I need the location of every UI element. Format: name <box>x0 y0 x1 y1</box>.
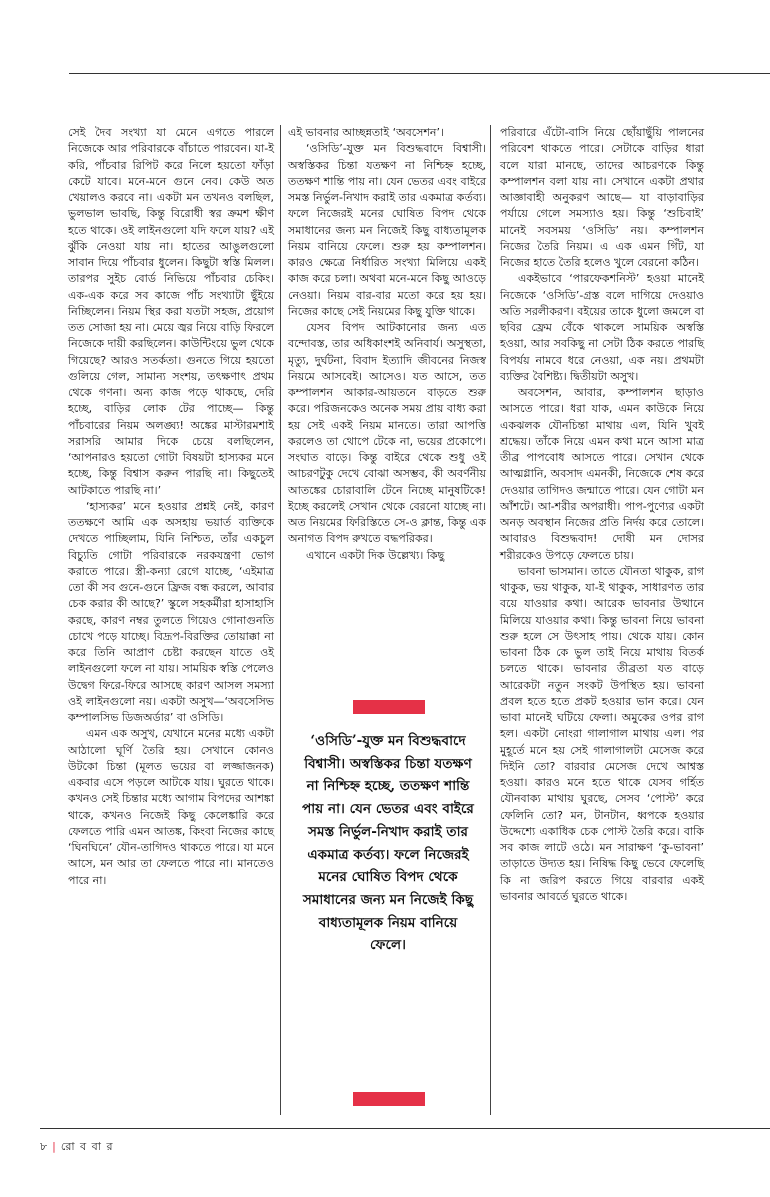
page-number: ৮ <box>40 1140 49 1153</box>
article-column-2 <box>288 125 486 564</box>
column1-paragraph: ‘হাস্যকর’ মনে হওয়ার প্রশ্নই নেই, কারণ ততক্ষণে আমি এক অসহায় ভয়ার্ত ব্যক্তিকে দেখতে পাচ্ছিলাম, যিনি নিশ্চিত, তাঁর একচুল বিচ্যুতি গোটা পরিবারকে নরকযন্ত্রণা ভোগ করাতে পারে। স্ত্রী-কন্যা রেগে যাচ্ছে, ‘এইমাত্র তো কী সব গুনে-গুনে ফ্রিজ বন্ধ করলে, আবার চেক করার কী আছে?’ স্কুলে সহকর্মীরা হাসাহাসি করছে, কারণ নম্বর তুলতে গিয়েও গোনাগুনতি চোখে পড়ে যাচ্ছে। বিদ্রূপ-বিরক্তির তোয়াক্কা না করে তিনি আপ্রাণ চেষ্টা করছেন যাতে ওই লাইনগুলো ফলে না যায়। সাময়িক স্বস্তি পেলেও উদ্বেগ ফিরে-ফিরে আসছে কারণ আসল সমস্যা ওই লাইনগুলো নয়। একটা অসুখ—‘অবসেসিভ কম্পালসিভ ডিজঅর্ডার’ বা ওসিডি। <box>68 499 274 724</box>
column-divider <box>280 125 281 1115</box>
footer-rule <box>40 1128 770 1129</box>
column2-paragraph: এখানে একটা দিক উল্লেখ্য। কিছু <box>306 548 445 562</box>
column2-paragraph: ‘ওসিডি’-যুক্ত মন বিশুদ্ধবাদে বিশ্বাসী। অস্বস্তিকর চিন্তা যতক্ষণ না নিশ্চিহ্ন হচ্ছে, ততক্ষণ শান্তি পায় না। যেন ভেতর এবং বাইরে সমস্ত নির্ভুল-নিখাদ করাই তার একমাত্র কর্তব্য। ফলে নিজেরই মনের ঘোষিত বিপদ থেকে সমাধানের জন্য মন নিজেই কিছু বাধ্যতামূলক নিয়ম বানিয়ে ফেলে। শুরু হয় কম্পালশন। কারও ক্ষেত্রে নির্ধারিত সংখ্যা মিলিয়ে একই কাজ করে চলা। অথবা মনে-মনে কিছু আওড়ে নেওয়া। নিয়ম বার-বার মতো করে হয় হয়। নিজের কাছে সেই নিয়মের কিছু যুক্তি থাকে। <box>288 142 486 318</box>
folio <box>40 1138 114 1157</box>
publication-name: রো ব বা র <box>60 1140 114 1153</box>
pullquote <box>299 700 477 1106</box>
top-rule <box>69 73 770 74</box>
column3-paragraph: একইভাবে ‘পারফেকশনিস্ট’ হওয়া মানেই নিজেকে ‘ওসিডি’-গ্রস্ত বলে দাগিয়ে দেওয়াও অতি সরলীকরণ। বইয়ের তাকে ধুলো জমলে বা ছবির ফ্রেম বেঁকে থাকলে সাময়িক অস্বস্তি হওয়া, আর সবকিছু না সেটা ঠিক করতে পারছি বিপর্যয় নামবে ধরে নেওয়া, এক নয়। প্রথমটা ব্যক্তির বৈশিষ্ট্য। দ্বিতীয়টা অসুখ। <box>500 272 704 383</box>
pullquote-top-bar <box>353 700 425 714</box>
column3-paragraph: পরিবারে এঁটো-বাসি নিয়ে ছোঁয়াছুঁয়ি পালনের পরিবেশ থাকতে পারে। সেটাকে বাড়ির ধারা বলে যারা মানছে, তাদের আচরণকে কিন্তু কম্পালশন বলা যায় না। সেখানে একটা প্রথার আজ্ঞাবাহী অনুকরণ আছে— যা বাড়াবাড়ির পর্যায়ে গেলে সমস্যাও হয়। কিন্তু ‘শুচিবাই’ মানেই সবসময় ‘ওসিডি’ নয়। কম্পালশন নিজের তৈরি নিয়ম। এ এক এমন গিঁট, যা নিজের হাতে তৈরি হলেও খুলে বেরনো কঠিন। <box>500 126 704 269</box>
pullquote-bottom-bar <box>353 1092 425 1106</box>
column3-paragraph: অবসেশন, আবার, কম্পালশন ছাড়াও আসতে পারে। ধরা যাক, এমন কাউকে নিয়ে একঝলক যৌনচিন্তা মাথায় এল, যিনি খুবই শ্রদ্ধেয়। তাঁকে নিয়ে এমন কথা মনে আসা মাত্র তীব্র পাপবোধ আসতে পারে। সেখান থেকে আত্মগ্লানি, অবসাদ এমনকী, নিজেকে শেষ করে দেওয়ার তাগিদও জন্মাতে পারে। যেন গোটা মন আঁশটে। আ-শরীর অপরাধী। পাপ-পুণ্যের একটা অনড় অবস্থান নিজের প্রতি নির্দয় করে তোলে। আবারও বিশুদ্ধবাদ! দোষী মন দোসর শরীরকেও উপড়ে ফেলতে চায়। <box>500 386 704 562</box>
column2-paragraph: যেসব বিপদ আটকানোর জন্য এত বন্দোবস্ত, তার অধিকাংশই অনিবার্য। অসুস্থতা, মৃত্যু, দুর্ঘটনা, বিবাদ ইত্যাদি জীবনের নিজস্ব নিয়মে আসবেই। আসেও। যত আসে, তত কম্পালশন আকার-আয়তনে বাড়তে শুরু করে। পরিজনকেও অনেক সময় প্রায় বাধ্য করা হয় সেই একই নিয়ম মানতে। তারা আপত্তি করলেও তা থোপে টেকে না, ভয়ের প্রকোপে। সংঘাত বাড়ে। কিন্তু বাইরে থেকে শুধু ওই আচরণটুকু দেখে বোঝা অসম্ভব, কী অবর্ণনীয় আতঙ্কের চোরাবালি টেনে নিচ্ছে মানুষটিকে! ইচ্ছে করলেই সেখান থেকে বেরনো যাচ্ছে না। অত নিয়মের ফিরিস্তিতে সে-ও ক্লান্ত, কিন্তু এক অনাগত বিপদ রুখতে বদ্ধপরিকর। <box>288 321 486 546</box>
pullquote-text: ‘ওসিডি’-যুক্ত মন বিশুদ্ধবাদে বিশ্বাসী। অস্বস্তিকর চিন্তা যতক্ষণ না নিশ্চিহ্ন হচ্ছে, ততক্ষণ শান্তি পায় না। যেন ভেতর এবং বাইরে সমস্ত নির্ভুল-নিখাদ করাই তার একমাত্র কর্তব্য। ফলে নিজেরই মনের ঘোষিত বিপদ থেকে সমাধানের জন্য মন নিজেই কিছু বাধ্যতামূলক নিয়ম বানিয়ে ফেলে। <box>302 733 474 954</box>
column1-paragraph: এমন এক অসুখ, যেখানে মনের মধ্যে একটা আঠালো ঘূর্ণি তৈরি হয়। সেখানে কোনও উটকো চিন্তা (মূলত ভয়ের বা লজ্জাজনক) একবার এসে পড়লে আটকে যায়। ঘুরতে থাকে। কখনও সেই চিন্তার মধ্যে আগাম বিপদের আশঙ্কা থাকে, কখনও নিজেই কিছু কেলেঙ্কারি করে ফেলতে পারি এমন আতঙ্ক, কিংবা নিজের কাছে ‘ঘিনঘিনে’ যৌন-তাগিদও থাকতে পারে। যা মনে আসে, মন আর তা ফেলতে পারে না। মানতেও পারে না। <box>68 727 274 887</box>
column2-paragraph: এই ভাবনার আচ্ছন্নতাই ‘অবসেশন’। <box>288 126 444 139</box>
column1-paragraph: সেই দৈব সংখ্যা যা মেনে এগতে পারলে নিজেকে আর পরিবারকে বাঁচাতে পারবেন। যা-ই করি, পাঁচবার রিপিট করে নিলে হয়তো ফাঁড়া কেটে যাবে। মনে-মনে গুনে নেব। কেউ অত খেয়ালও করবে না। একটা মন তখনও বলছিল, ভুলভাল ভাবছি, কিন্তু বিরোধী স্বর ক্রমশ ক্ষীণ হতে থাকে। ওই লাইনগুলো যদি ফলে যায়? এই ঝুঁকি নেওয়া যায় না। হাতের আঙুলগুলো সাবান দিয়ে পাঁচবার ধুলেন। কিছুটা স্বস্তি মিলল। তারপর সুইচ বোর্ড নিভিয়ে পাঁচবার চেকিং। এক-এক করে সব কাজে পাঁচ সংখ্যাটা ছুঁইয়ে নিচ্ছিলেন। নিয়ম স্থির করা যতটা সহজ, প্রয়োগ তত সোজা হয় না। মেয়ে জ্বর নিয়ে বাড়ি ফিরলে নিজেকে দায়ী করছিলেন। কাউন্টিংয়ে ভুল থেকে গিয়েছে? আরও সতর্কতা। গুনতে গিয়ে হয়তো গুলিয়ে গেল, সামান্য সংশয়, তৎক্ষণাৎ প্রথম থেকে গণনা। অন্য কাজ পড়ে থাকছে, দেরি হচ্ছে, বাড়ির লোক টের পাচ্ছে— কিন্তু পাঁচবারের নিয়ম অলঙ্ঘ্য! অঙ্কের মাস্টারমশাই সরাসরি আমার দিকে চেয়ে বলছিলেন, ‘আপনারও হয়তো গোটা বিষয়টা হাস্যকর মনে হচ্ছে, কিন্তু বিশ্বাস করুন পারছি না। কিছুতেই আটকাতে পারছি না।’ <box>68 126 274 497</box>
column-divider <box>490 125 491 1115</box>
folio-separator: | <box>52 1140 57 1153</box>
article-column-1 <box>68 125 274 889</box>
column3-paragraph: ভাবনা ভাসমান। তাতে যৌনতা থাকুক, রাগ থাকুক, ভয় থাকুক, যা-ই থাকুক, সাধারণত তার বয়ে যাওয়ার কথা। আরেক ভাবনার উত্থানে মিলিয়ে যাওয়ার কথা। কিন্তু ভাবনা নিয়ে ভাবনা শুরু হলে সে উৎসাহ পায়। থেকে যায়। কোন ভাবনা ঠিক কে ভুল তাই নিয়ে মাথায় বিতর্ক চলতে থাকে। ভাবনার তীব্রতা যত বাড়ে আরেকটা নতুন সংকট উপস্থিত হয়। ভাবনা প্রবল হতে হতে প্রকট হওয়ার ভান করে। যেন ভাবা মানেই ঘটিয়ে ফেলা। অমুকের ওপর রাগ হল। একটা নোংরা গালাগাল মাথায় এল। পর মুহূর্তে মনে হয় সেই গালাগালটা মেসেজ করে দিইনি তো? বারবার মেসেজ দেখে আশ্বস্ত হওয়া। কারও মনে হতে থাকে যেসব গর্হিত যৌনবাক্য মাথায় ঘুরছে, সেসব ‘পোস্ট’ করে ফেলিনি তো? মন, টানটান, ধ্বপকে হওয়ার উদ্দেশ্যে একাধিক চেক পোস্ট তৈরি করে। বাকি সব কাজ লাটে ওঠে। মন সারাক্ষণ ‘কু-ভাবনা’ তাড়াতে উদ্যত হয়। নিষিদ্ধ কিছু ভেবে ফেলেছি কি না জরিপ করতে গিয়ে বারবার একই ভাবনার আবর্তে ঘুরতে থাকে। <box>500 564 704 903</box>
article-column-3 <box>500 125 704 905</box>
